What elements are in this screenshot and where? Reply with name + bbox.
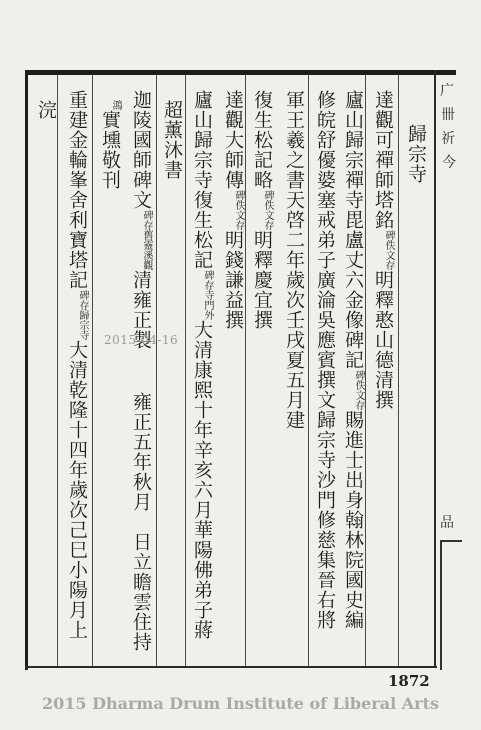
text-column [372, 90, 394, 410]
text-column [342, 90, 364, 630]
watermark: 2015 Dharma Drum Institute of Liberal Arts [42, 694, 439, 713]
column-text: 廬山歸宗禪寺毘盧丈六金像碑記 [342, 90, 364, 370]
column-text: 軍王羲之書 [283, 90, 305, 190]
column-tail: 天啓二年歲次壬戌夏五月建 [283, 190, 305, 430]
annotation: 碑佚文存 [233, 190, 244, 230]
column-divider [92, 75, 93, 666]
column-heading [405, 124, 427, 184]
column-text: 超薰沐書 [161, 100, 183, 180]
text-column [222, 90, 244, 330]
annotation: 碑存歸宗寺 [77, 290, 88, 340]
column-divider [398, 75, 399, 666]
column-divider [245, 75, 246, 666]
margin-fragment: 祈 [441, 131, 455, 147]
column-text: 達觀大師傳 [222, 90, 244, 190]
column-tail: 明釋慶宜撰 [251, 230, 273, 330]
column-tail: 明釋憨山德清撰 [372, 270, 394, 410]
annotation: 碑存舊靈溪觀 [141, 210, 152, 270]
column-tail: 雍正五年秋月 日立瞻雲住持 [130, 392, 152, 652]
column-text: 浣 [35, 100, 57, 120]
column-tail: 明錢謙益撰 [222, 230, 244, 330]
margin-fragment: 卌 [441, 107, 455, 123]
text-column [314, 90, 336, 630]
column-text: 廬山歸宗寺復生松記 [191, 90, 213, 270]
text-column [35, 100, 57, 120]
column-tail: 大清康熙十年辛亥六月華陽佛弟子蔣 [191, 320, 213, 640]
border-left [25, 70, 28, 670]
column-tail: 賜進士出身翰林院國史編 [342, 410, 364, 630]
border-bottom [25, 666, 437, 668]
column-divider [365, 75, 366, 666]
page-number: 1872 [388, 672, 430, 690]
text-column [283, 90, 305, 430]
margin-hook [440, 540, 462, 542]
column-text: 實壎敬刊 [99, 110, 121, 190]
annotation: 碑佚文存 [383, 230, 394, 270]
column-text: 修皖舒優婆塞戒弟子廣淪吳應賓撰文歸宗寺沙門修慈集晉右將 [314, 90, 336, 630]
border-right [434, 70, 436, 666]
text-column [191, 90, 213, 640]
text-column [66, 90, 88, 640]
annotation: 碑佚文存 [353, 370, 364, 410]
margin-fragment: 品 [440, 515, 454, 531]
text-column [99, 100, 121, 190]
text-column [161, 100, 183, 180]
margin-fragment: 今 [442, 155, 456, 171]
border-top [25, 70, 456, 75]
column-divider [156, 75, 157, 666]
text-column [130, 90, 152, 350]
column-text: 達觀可禪師塔銘 [372, 90, 394, 230]
column-text: 歸宗寺 [405, 124, 427, 184]
column-divider [308, 75, 309, 666]
text-column [251, 90, 273, 330]
date-stamp: 2015-04-16 [104, 333, 179, 347]
column-divider [185, 75, 186, 666]
annotation: 碑佚文存 [262, 190, 273, 230]
column-text: 迦陵國師碑文 [130, 90, 152, 210]
column-divider [57, 75, 58, 666]
text-column [130, 392, 152, 652]
margin-fragment: 广 [440, 83, 454, 99]
column-text: 復生松記略 [251, 90, 273, 190]
column-text: 重建金輪峯舍利寶塔記 [66, 90, 88, 290]
column-tail: 清雍正製 [130, 270, 152, 350]
annotation: 鴻 [110, 100, 121, 110]
annotation: 碑存寺門外 [202, 270, 213, 320]
margin-bar [440, 540, 442, 670]
column-tail: 大清乾隆十四年歲次己巳小陽月上 [66, 340, 88, 640]
